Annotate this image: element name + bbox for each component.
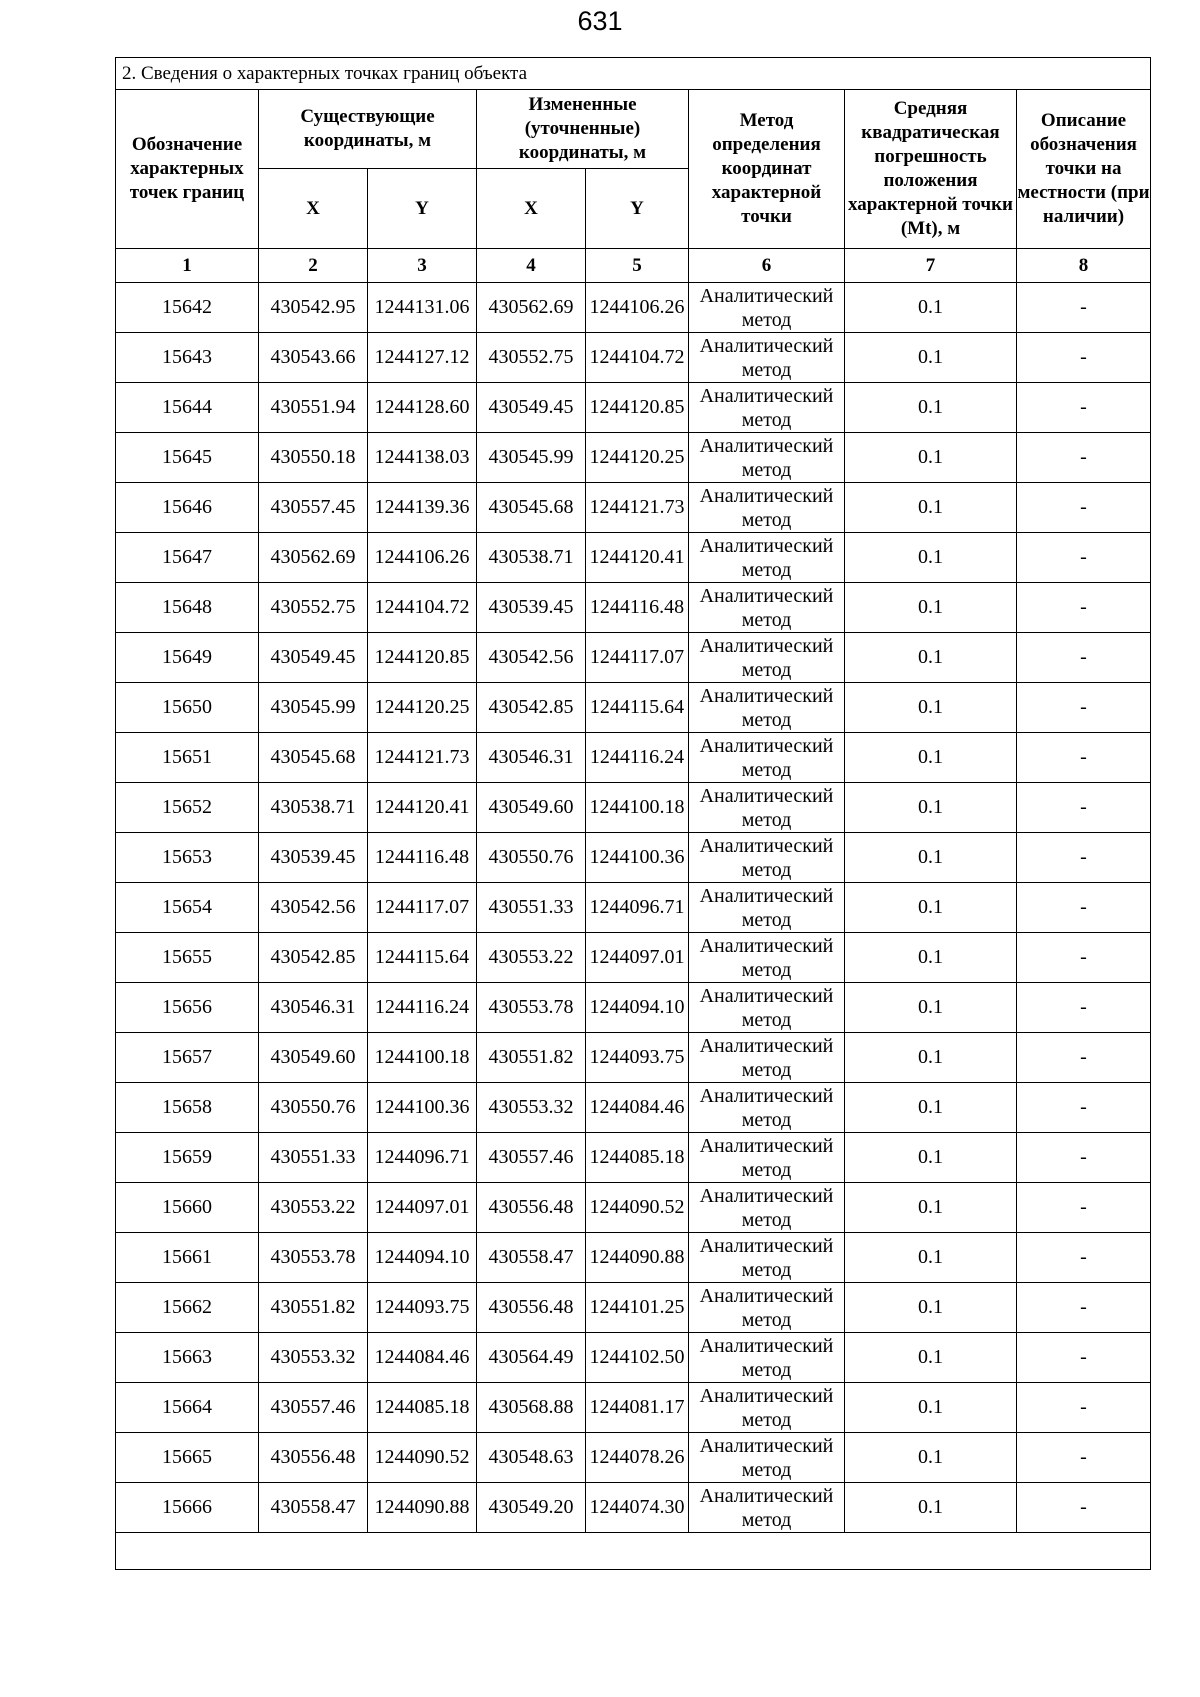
method-cell: Аналитический метод	[689, 983, 845, 1033]
page-number: 631	[577, 6, 623, 36]
changed-x-cell: 430558.47	[477, 1233, 586, 1283]
rms-error-cell: 0.1	[845, 283, 1017, 333]
method-cell: Аналитический метод	[689, 1183, 845, 1233]
changed-y-cell: 1244085.18	[586, 1133, 689, 1183]
rms-error-cell: 0.1	[845, 1183, 1017, 1233]
point-designation-cell: 15652	[116, 783, 259, 833]
existing-y-cell: 1244090.88	[368, 1483, 477, 1533]
rms-error-cell: 0.1	[845, 483, 1017, 533]
existing-x-cell: 430549.45	[259, 633, 368, 683]
existing-y-cell: 1244096.71	[368, 1133, 477, 1183]
point-designation-cell: 15655	[116, 933, 259, 983]
rms-error-cell: 0.1	[845, 733, 1017, 783]
point-designation-cell: 15650	[116, 683, 259, 733]
changed-y-cell: 1244094.10	[586, 983, 689, 1033]
existing-x-cell: 430553.78	[259, 1233, 368, 1283]
changed-x-cell: 430564.49	[477, 1333, 586, 1383]
table-row	[116, 383, 1151, 433]
table-row	[116, 1283, 1151, 1333]
table-row	[116, 583, 1151, 633]
description-cell: -	[1017, 383, 1151, 433]
point-designation-cell: 15656	[116, 983, 259, 1033]
changed-y-cell: 1244096.71	[586, 883, 689, 933]
existing-y-cell: 1244093.75	[368, 1283, 477, 1333]
method-cell: Аналитический метод	[689, 283, 845, 333]
description-cell: -	[1017, 483, 1151, 533]
table-row	[116, 933, 1151, 983]
existing-y-cell: 1244115.64	[368, 933, 477, 983]
method-cell: Аналитический метод	[689, 433, 845, 483]
section-title-row	[116, 58, 1151, 90]
method-cell: Аналитический метод	[689, 533, 845, 583]
changed-x-cell: 430556.48	[477, 1183, 586, 1233]
column-number: 1	[116, 249, 259, 283]
header-existing-x: X	[259, 169, 368, 249]
description-cell: -	[1017, 1383, 1151, 1433]
table-row	[116, 1083, 1151, 1133]
changed-y-cell: 1244121.73	[586, 483, 689, 533]
existing-y-cell: 1244106.26	[368, 533, 477, 583]
table-row	[116, 283, 1151, 333]
changed-x-cell: 430556.48	[477, 1283, 586, 1333]
changed-y-cell: 1244101.25	[586, 1283, 689, 1333]
changed-y-cell: 1244116.48	[586, 583, 689, 633]
table-row	[116, 1383, 1151, 1433]
changed-x-cell: 430542.85	[477, 683, 586, 733]
description-cell: -	[1017, 1333, 1151, 1383]
changed-y-cell: 1244084.46	[586, 1083, 689, 1133]
rms-error-cell: 0.1	[845, 1083, 1017, 1133]
existing-x-cell: 430556.48	[259, 1433, 368, 1483]
method-cell: Аналитический метод	[689, 733, 845, 783]
header-changed-coords: Измененные (уточненные) координаты, м	[477, 90, 689, 169]
method-cell: Аналитический метод	[689, 783, 845, 833]
method-cell: Аналитический метод	[689, 833, 845, 883]
changed-y-cell: 1244090.52	[586, 1183, 689, 1233]
point-designation-cell: 15653	[116, 833, 259, 883]
table-row	[116, 1183, 1151, 1233]
method-cell: Аналитический метод	[689, 1383, 845, 1433]
point-designation-cell: 15648	[116, 583, 259, 633]
existing-y-cell: 1244097.01	[368, 1183, 477, 1233]
table-row	[116, 1133, 1151, 1183]
changed-x-cell: 430552.75	[477, 333, 586, 383]
point-designation-cell: 15649	[116, 633, 259, 683]
rms-error-cell: 0.1	[845, 1433, 1017, 1483]
table-row	[116, 333, 1151, 383]
point-designation-cell: 15654	[116, 883, 259, 933]
existing-y-cell: 1244094.10	[368, 1233, 477, 1283]
changed-x-cell: 430553.32	[477, 1083, 586, 1133]
changed-x-cell: 430550.76	[477, 833, 586, 883]
point-designation-cell: 15647	[116, 533, 259, 583]
rms-error-cell: 0.1	[845, 1133, 1017, 1183]
table-row	[116, 783, 1151, 833]
column-number: 2	[259, 249, 368, 283]
existing-y-cell: 1244090.52	[368, 1433, 477, 1483]
existing-x-cell: 430562.69	[259, 533, 368, 583]
rms-error-cell: 0.1	[845, 383, 1017, 433]
existing-x-cell: 430539.45	[259, 833, 368, 883]
description-cell: -	[1017, 1033, 1151, 1083]
existing-x-cell: 430552.75	[259, 583, 368, 633]
description-cell: -	[1017, 1433, 1151, 1483]
table-row	[116, 1433, 1151, 1483]
changed-y-cell: 1244104.72	[586, 333, 689, 383]
existing-y-cell: 1244120.25	[368, 683, 477, 733]
point-designation-cell: 15643	[116, 333, 259, 383]
method-cell: Аналитический метод	[689, 683, 845, 733]
changed-x-cell: 430546.31	[477, 733, 586, 783]
point-designation-cell: 15645	[116, 433, 259, 483]
existing-x-cell: 430538.71	[259, 783, 368, 833]
changed-x-cell: 430553.22	[477, 933, 586, 983]
changed-x-cell: 430551.82	[477, 1033, 586, 1083]
header-method: Метод определения координат характерной точки	[689, 90, 845, 249]
existing-y-cell: 1244116.24	[368, 983, 477, 1033]
changed-y-cell: 1244078.26	[586, 1433, 689, 1483]
existing-x-cell: 430545.99	[259, 683, 368, 733]
existing-x-cell: 430557.46	[259, 1383, 368, 1433]
existing-x-cell: 430558.47	[259, 1483, 368, 1533]
existing-x-cell: 430553.22	[259, 1183, 368, 1233]
table-row	[116, 983, 1151, 1033]
rms-error-cell: 0.1	[845, 1033, 1017, 1083]
description-cell: -	[1017, 1283, 1151, 1333]
rms-error-cell: 0.1	[845, 883, 1017, 933]
description-cell: -	[1017, 783, 1151, 833]
rms-error-cell: 0.1	[845, 533, 1017, 583]
changed-x-cell: 430545.99	[477, 433, 586, 483]
method-cell: Аналитический метод	[689, 1283, 845, 1333]
changed-x-cell: 430548.63	[477, 1433, 586, 1483]
method-cell: Аналитический метод	[689, 1333, 845, 1383]
changed-x-cell: 430549.20	[477, 1483, 586, 1533]
point-designation-cell: 15651	[116, 733, 259, 783]
point-designation-cell: 15658	[116, 1083, 259, 1133]
existing-y-cell: 1244120.85	[368, 633, 477, 683]
changed-y-cell: 1244120.85	[586, 383, 689, 433]
description-cell: -	[1017, 1083, 1151, 1133]
method-cell: Аналитический метод	[689, 1033, 845, 1083]
changed-x-cell: 430545.68	[477, 483, 586, 533]
table-row	[116, 633, 1151, 683]
existing-y-cell: 1244121.73	[368, 733, 477, 783]
point-designation-cell: 15664	[116, 1383, 259, 1433]
existing-x-cell: 430545.68	[259, 733, 368, 783]
description-cell: -	[1017, 983, 1151, 1033]
existing-y-cell: 1244139.36	[368, 483, 477, 533]
existing-x-cell: 430543.66	[259, 333, 368, 383]
existing-x-cell: 430551.94	[259, 383, 368, 433]
table-row	[116, 683, 1151, 733]
changed-y-cell: 1244106.26	[586, 283, 689, 333]
table-row	[116, 733, 1151, 783]
column-number: 8	[1017, 249, 1151, 283]
changed-x-cell: 430551.33	[477, 883, 586, 933]
changed-y-cell: 1244074.30	[586, 1483, 689, 1533]
table-body	[116, 283, 1151, 1533]
description-cell: -	[1017, 1483, 1151, 1533]
existing-x-cell: 430542.95	[259, 283, 368, 333]
changed-y-cell: 1244100.36	[586, 833, 689, 883]
header-row-1	[116, 90, 1151, 169]
method-cell: Аналитический метод	[689, 883, 845, 933]
header-description: Описание обозначения точки на местности (при наличии)	[1017, 90, 1151, 249]
rms-error-cell: 0.1	[845, 833, 1017, 883]
existing-y-cell: 1244138.03	[368, 433, 477, 483]
description-cell: -	[1017, 833, 1151, 883]
existing-y-cell: 1244131.06	[368, 283, 477, 333]
description-cell: -	[1017, 283, 1151, 333]
header-existing-coords: Существующие координаты, м	[259, 90, 477, 169]
table-row	[116, 433, 1151, 483]
description-cell: -	[1017, 1183, 1151, 1233]
rms-error-cell: 0.1	[845, 933, 1017, 983]
changed-y-cell: 1244093.75	[586, 1033, 689, 1083]
existing-y-cell: 1244085.18	[368, 1383, 477, 1433]
point-designation-cell: 15666	[116, 1483, 259, 1533]
table-row	[116, 1233, 1151, 1283]
changed-y-cell: 1244116.24	[586, 733, 689, 783]
existing-y-cell: 1244104.72	[368, 583, 477, 633]
existing-x-cell: 430551.33	[259, 1133, 368, 1183]
existing-y-cell: 1244116.48	[368, 833, 477, 883]
existing-y-cell: 1244100.36	[368, 1083, 477, 1133]
rms-error-cell: 0.1	[845, 983, 1017, 1033]
description-cell: -	[1017, 583, 1151, 633]
method-cell: Аналитический метод	[689, 633, 845, 683]
existing-y-cell: 1244117.07	[368, 883, 477, 933]
table-row	[116, 833, 1151, 883]
boundary-points-table	[115, 57, 1151, 1570]
method-cell: Аналитический метод	[689, 333, 845, 383]
point-designation-cell: 15657	[116, 1033, 259, 1083]
method-cell: Аналитический метод	[689, 1083, 845, 1133]
description-cell: -	[1017, 683, 1151, 733]
point-designation-cell: 15662	[116, 1283, 259, 1333]
column-number: 7	[845, 249, 1017, 283]
changed-y-cell: 1244120.25	[586, 433, 689, 483]
header-existing-y: Y	[368, 169, 477, 249]
header-point-designation: Обозначение характерных точек границ	[116, 90, 259, 249]
existing-x-cell: 430551.82	[259, 1283, 368, 1333]
changed-x-cell: 430538.71	[477, 533, 586, 583]
table-row	[116, 1033, 1151, 1083]
description-cell: -	[1017, 1133, 1151, 1183]
existing-y-cell: 1244127.12	[368, 333, 477, 383]
description-cell: -	[1017, 533, 1151, 583]
point-designation-cell: 15642	[116, 283, 259, 333]
rms-error-cell: 0.1	[845, 583, 1017, 633]
changed-y-cell: 1244100.18	[586, 783, 689, 833]
description-cell: -	[1017, 733, 1151, 783]
existing-y-cell: 1244100.18	[368, 1033, 477, 1083]
point-designation-cell: 15661	[116, 1233, 259, 1283]
changed-x-cell: 430539.45	[477, 583, 586, 633]
rms-error-cell: 0.1	[845, 333, 1017, 383]
point-designation-cell: 15644	[116, 383, 259, 433]
changed-x-cell: 430557.46	[477, 1133, 586, 1183]
point-designation-cell: 15663	[116, 1333, 259, 1383]
column-number: 6	[689, 249, 845, 283]
description-cell: -	[1017, 433, 1151, 483]
existing-y-cell: 1244084.46	[368, 1333, 477, 1383]
changed-y-cell: 1244117.07	[586, 633, 689, 683]
header-rms-error: Средняя квадратическая погрешность положения характерной точки (Mt), м	[845, 90, 1017, 249]
existing-x-cell: 430546.31	[259, 983, 368, 1033]
rms-error-cell: 0.1	[845, 1483, 1017, 1533]
method-cell: Аналитический метод	[689, 583, 845, 633]
changed-x-cell: 430549.60	[477, 783, 586, 833]
table-row	[116, 533, 1151, 583]
existing-x-cell: 430557.45	[259, 483, 368, 533]
point-designation-cell: 15646	[116, 483, 259, 533]
changed-y-cell: 1244090.88	[586, 1233, 689, 1283]
changed-y-cell: 1244097.01	[586, 933, 689, 983]
rms-error-cell: 0.1	[845, 783, 1017, 833]
point-designation-cell: 15665	[116, 1433, 259, 1483]
rms-error-cell: 0.1	[845, 1383, 1017, 1433]
existing-x-cell: 430550.18	[259, 433, 368, 483]
table-row	[116, 483, 1151, 533]
section-title: 2. Сведения о характерных точках границ объекта	[116, 58, 1151, 90]
changed-y-cell: 1244102.50	[586, 1333, 689, 1383]
method-cell: Аналитический метод	[689, 383, 845, 433]
header-changed-x: X	[477, 169, 586, 249]
rms-error-cell: 0.1	[845, 683, 1017, 733]
column-number: 4	[477, 249, 586, 283]
method-cell: Аналитический метод	[689, 1233, 845, 1283]
rms-error-cell: 0.1	[845, 433, 1017, 483]
rms-error-cell: 0.1	[845, 1283, 1017, 1333]
existing-x-cell: 430542.85	[259, 933, 368, 983]
description-cell: -	[1017, 883, 1151, 933]
rms-error-cell: 0.1	[845, 633, 1017, 683]
point-designation-cell: 15659	[116, 1133, 259, 1183]
table-row	[116, 1333, 1151, 1383]
changed-y-cell: 1244120.41	[586, 533, 689, 583]
existing-x-cell: 430553.32	[259, 1333, 368, 1383]
point-designation-cell: 15660	[116, 1183, 259, 1233]
rms-error-cell: 0.1	[845, 1233, 1017, 1283]
description-cell: -	[1017, 1233, 1151, 1283]
changed-x-cell: 430568.88	[477, 1383, 586, 1433]
existing-x-cell: 430542.56	[259, 883, 368, 933]
description-cell: -	[1017, 333, 1151, 383]
rms-error-cell: 0.1	[845, 1333, 1017, 1383]
description-cell: -	[1017, 933, 1151, 983]
changed-x-cell: 430549.45	[477, 383, 586, 433]
changed-y-cell: 1244081.17	[586, 1383, 689, 1433]
table-row	[116, 883, 1151, 933]
column-number: 5	[586, 249, 689, 283]
header-changed-y: Y	[586, 169, 689, 249]
empty-footer-row	[116, 1533, 1151, 1570]
column-number: 3	[368, 249, 477, 283]
existing-x-cell: 430549.60	[259, 1033, 368, 1083]
method-cell: Аналитический метод	[689, 1433, 845, 1483]
changed-x-cell: 430553.78	[477, 983, 586, 1033]
existing-y-cell: 1244120.41	[368, 783, 477, 833]
method-cell: Аналитический метод	[689, 1483, 845, 1533]
column-number-row	[116, 249, 1151, 283]
empty-footer-cell	[116, 1533, 1151, 1570]
method-cell: Аналитический метод	[689, 1133, 845, 1183]
method-cell: Аналитический метод	[689, 483, 845, 533]
existing-y-cell: 1244128.60	[368, 383, 477, 433]
table-row	[116, 1483, 1151, 1533]
existing-x-cell: 430550.76	[259, 1083, 368, 1133]
changed-x-cell: 430542.56	[477, 633, 586, 683]
method-cell: Аналитический метод	[689, 933, 845, 983]
changed-y-cell: 1244115.64	[586, 683, 689, 733]
changed-x-cell: 430562.69	[477, 283, 586, 333]
description-cell: -	[1017, 633, 1151, 683]
